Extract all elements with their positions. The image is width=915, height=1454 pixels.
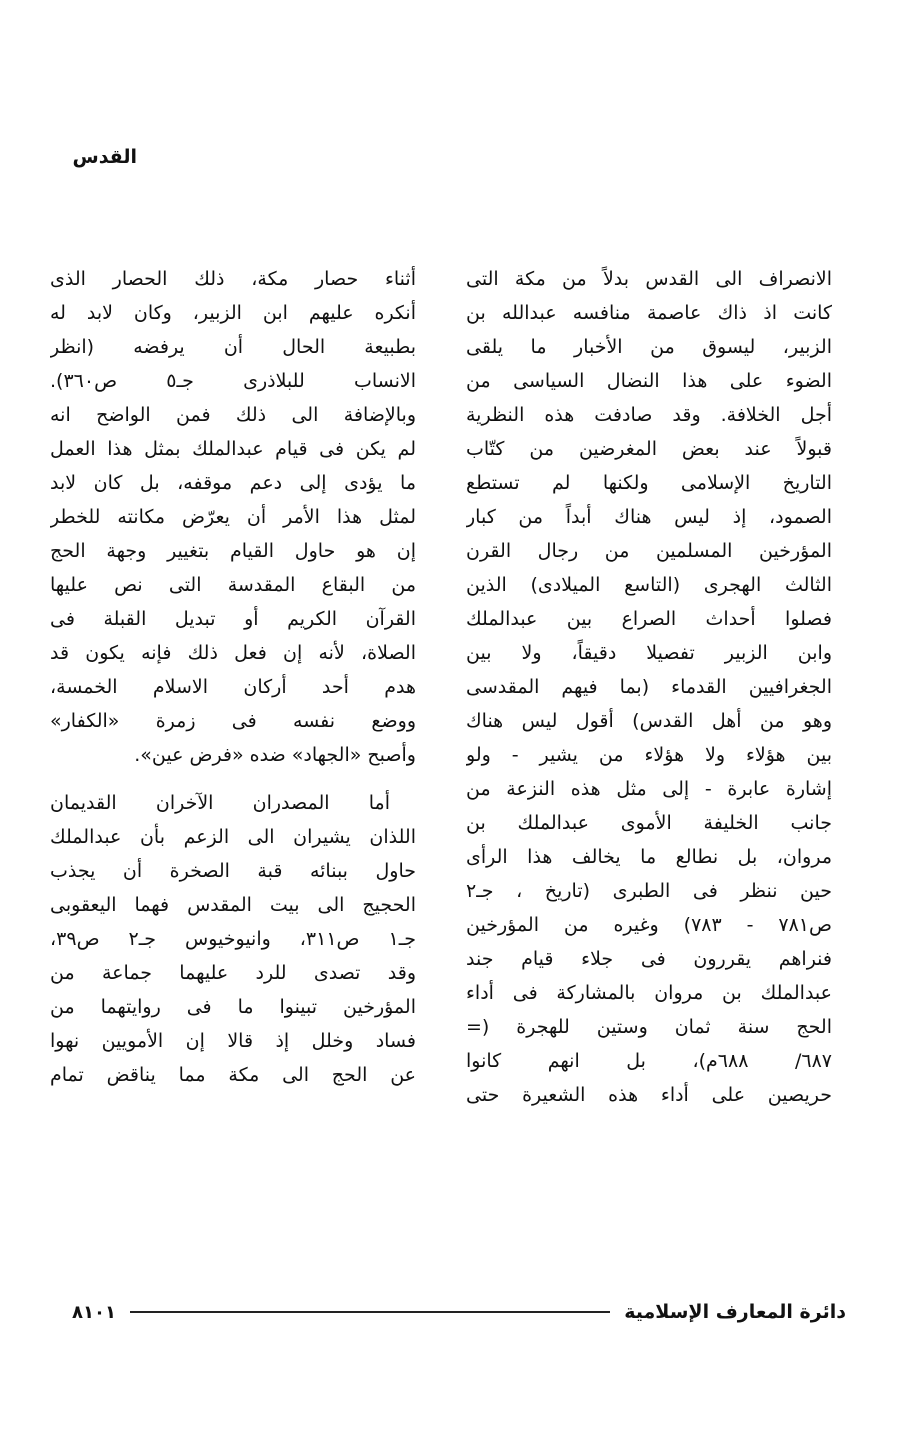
page-number: ٨١٠١ bbox=[72, 1301, 116, 1323]
right-column bbox=[466, 262, 832, 1112]
text-line: إشارة عابرة - إلى مثل هذه النزعة من bbox=[466, 778, 832, 800]
text-line: الانساب للبلاذرى جـ٥ ص٣٦٠). bbox=[50, 370, 416, 392]
text-line: وهو من أهل القدس) أقول ليس هناك bbox=[466, 710, 832, 732]
text-line: وأصبح «الجهاد» ضده «فرض عين». bbox=[134, 744, 416, 766]
text-line: ووضع نفسه فى زمرة «الكفار» bbox=[50, 710, 416, 732]
page-footer bbox=[72, 1297, 846, 1327]
text-line: مروان، بل نطالع ما يخالف هذا الرأى bbox=[466, 846, 832, 868]
text-line: المؤرخين المسلمين من رجال القرن bbox=[466, 540, 832, 562]
text-line: حاول ببنائه قبة الصخرة أن يجذب bbox=[50, 860, 416, 882]
text-line: ص٧٨١ - ٧٨٣) وغيره من المؤرخين bbox=[466, 914, 832, 936]
text-line: بطبيعة الحال أن يرفضه (انظر bbox=[50, 336, 416, 358]
text-line: لمثل هذا الأمر أن يعرّض مكانته للخطر bbox=[50, 506, 416, 528]
text-line: أما المصدران الآخران القديمان bbox=[50, 792, 390, 814]
text-line: لم يكن فى قيام عبدالملك بمثل هذا العمل bbox=[50, 438, 416, 460]
text-line: الزبير، ليسوق من الأخبار ما يلقى bbox=[466, 336, 832, 358]
paragraph bbox=[50, 786, 416, 1092]
text-line: وقد تصدى للرد عليهما جماعة من bbox=[50, 962, 416, 984]
text-line: الضوء على هذا النضال السياسى من bbox=[466, 370, 832, 392]
footer-rule bbox=[130, 1311, 610, 1313]
text-line: هدم أحد أركان الاسلام الخمسة، bbox=[50, 676, 416, 698]
text-line: فساد وخلل إذ قالا إن الأمويين نهوا bbox=[50, 1030, 416, 1052]
text-line: ما يؤدى إلى دعم موقفه، بل كان لابد bbox=[50, 472, 416, 494]
text-line: الصلاة، لأنه إن فعل ذلك فإنه يكون قد bbox=[50, 642, 416, 664]
text-line: الجغرافيين القدماء (بما فيهم المقدسى bbox=[466, 676, 832, 698]
text-line: جـ١ ص٣١١، وانيوخيوس جـ٢ ص٣٩، bbox=[50, 928, 416, 950]
text-line: وبالإضافة الى ذلك فمن الواضح انه bbox=[50, 404, 416, 426]
left-column bbox=[50, 262, 416, 1092]
text-line: وابن الزبير تفصيلا دقيقاً، ولا بين bbox=[466, 642, 832, 664]
text-line: حريصين على أداء هذه الشعيرة حتى bbox=[466, 1084, 832, 1106]
text-line: بين هؤلاء ولا هؤلاء من يشير - ولو bbox=[466, 744, 832, 766]
text-line: التاريخ الإسلامى ولكنها لم تستطع bbox=[466, 472, 832, 494]
text-line: كانت اذ ذاك عاصمة منافسه عبدالله بن bbox=[466, 302, 832, 324]
text-line: أنكره عليهم ابن الزبير، وكان لابد له bbox=[50, 302, 416, 324]
text-line: عن الحج الى مكة مما يناقض تمام bbox=[50, 1064, 416, 1086]
text-line: أثناء حصار مكة، ذلك الحصار الذى bbox=[50, 268, 416, 290]
text-line: الانصراف الى القدس بدلاً من مكة التى bbox=[466, 268, 832, 290]
text-line: اللذان يشيران الى الزعم بأن عبدالملك bbox=[50, 826, 416, 848]
text-line: أجل الخلافة. وقد صادفت هذه النظرية bbox=[466, 404, 832, 426]
paragraph bbox=[50, 262, 416, 772]
text-line: قبولاً عند بعض المغرضين من كتّاب bbox=[466, 438, 832, 460]
paragraph-gap bbox=[50, 772, 416, 786]
text-line: القرآن الكريم أو تبديل القبلة فى bbox=[50, 608, 416, 630]
text-line: حين ننظر فى الطبرى (تاريخ ، جـ٢ bbox=[466, 880, 832, 902]
text-line: فصلوا أحداث الصراع بين عبدالملك bbox=[466, 608, 832, 630]
text-line: عبدالملك بن مروان بالمشاركة فى أداء bbox=[466, 982, 832, 1004]
text-line: الثالث الهجرى (التاسع الميلادى) الذين bbox=[466, 574, 832, 596]
text-line: الصمود، إذ ليس هناك أبداً من كبار bbox=[466, 506, 832, 528]
text-line: ٦٨٧/ ٦٨٨م)، بل انهم كانوا bbox=[466, 1050, 832, 1072]
text-line: الحج سنة ثمان وستين للهجرة (= bbox=[466, 1016, 832, 1038]
text-line: جانب الخليفة الأموى عبدالملك بن bbox=[466, 812, 832, 834]
text-line: المؤرخين تبينوا ما فى روايتهما من bbox=[50, 996, 416, 1018]
running-head: القدس bbox=[72, 146, 137, 168]
text-line: فنراهم يقررون فى جلاء قيام جند bbox=[466, 948, 832, 970]
text-line: إن هو حاول القيام بتغيير وجهة الحج bbox=[50, 540, 416, 562]
text-line: الحجيج الى بيت المقدس فهما اليعقوبى bbox=[50, 894, 416, 916]
text-line: من البقاع المقدسة التى نص عليها bbox=[50, 574, 416, 596]
footer-title: دائرة المعارف الإسلامية bbox=[624, 1301, 846, 1323]
